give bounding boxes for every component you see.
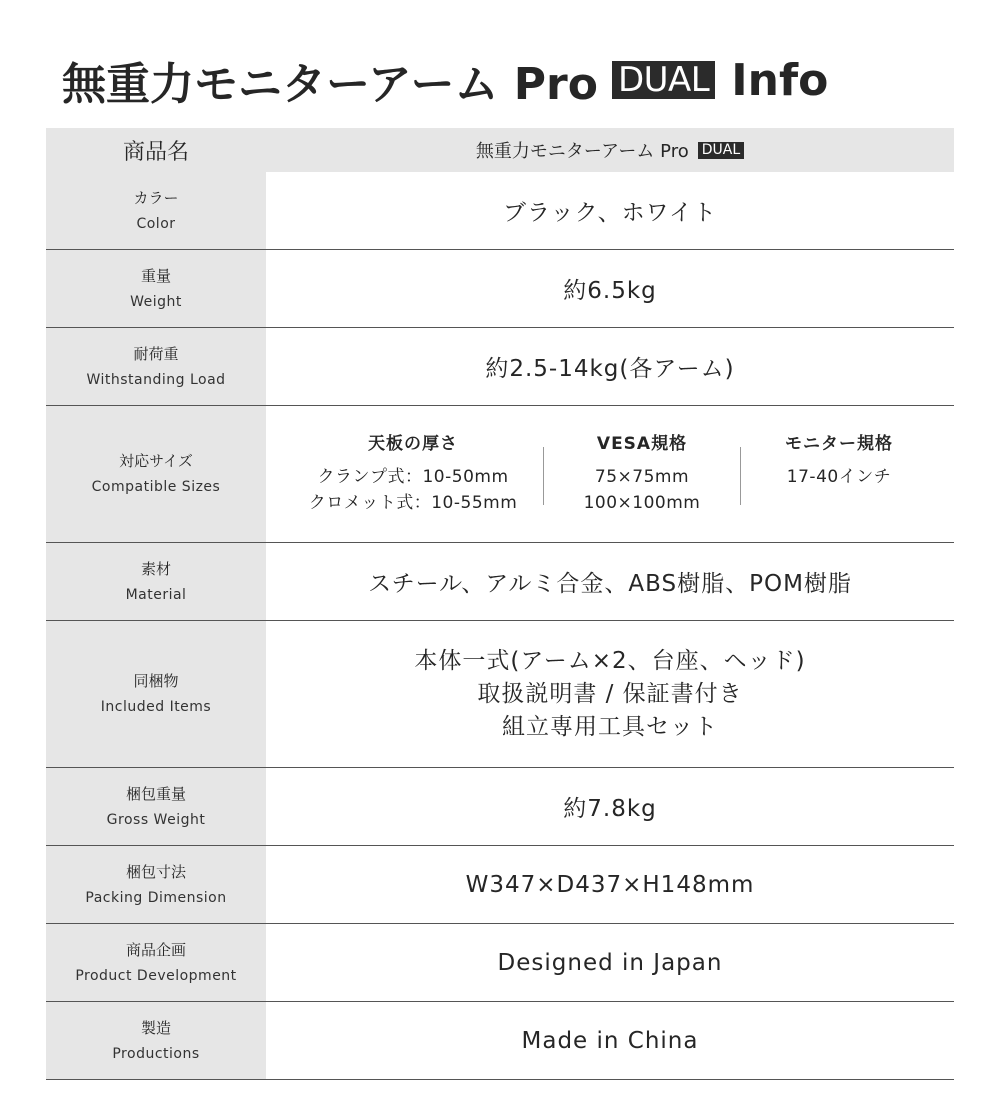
title-main: 無重力モニターアーム Pro [62,59,598,110]
label-en: Included Items [100,699,212,715]
row-label [46,1002,266,1079]
row-value: ブラック、ホワイト [503,200,717,226]
row-value: 約2.5-14kg(各アーム) [485,356,735,382]
label-en: Productions [112,1045,200,1062]
included-line: 取扱説明書 / 保証書付き [477,680,743,707]
label-jp: 対応サイズ [119,452,193,470]
row-label [46,621,266,767]
included-line: 本体一式(アーム×2、台座、ヘッド) [414,647,806,674]
label-jp: 製造 [140,1018,171,1037]
label-en: Gross Weight [106,811,206,828]
row-value [266,406,954,542]
size-col-line: 17-40インチ [786,466,892,487]
row-value [266,621,954,767]
row-value: 約7.8kg [563,796,657,822]
spec-row-sizes [46,406,954,543]
row-label [46,406,266,542]
product-name-value [266,137,954,163]
label-en: Packing Dimension [85,889,227,906]
size-col-vesa [544,433,740,516]
row-label [46,768,266,845]
sizes-columns [266,433,954,516]
row-label [46,846,266,923]
spec-table [46,128,954,1080]
label-en: Color [136,215,176,232]
label-en: Material [125,586,187,603]
row-value: Designed in Japan [497,949,723,976]
row-label [46,328,266,405]
spec-row-weight [46,250,954,328]
spec-row-development [46,924,954,1002]
spec-row-color [46,172,954,250]
size-col-thickness [283,433,543,516]
title-badge: DUAL [612,61,715,99]
spec-row-material [46,543,954,621]
size-col-line: 100×100mm [583,492,701,513]
row-label [46,543,266,620]
title-suffix: Info [731,54,829,106]
row-label [46,172,266,249]
label-jp: 同梱物 [133,672,179,690]
label-en: Withstanding Load [86,371,226,388]
spec-row-packing [46,846,954,924]
label-en: Compatible Sizes [91,479,221,495]
label-jp: カラー [133,188,179,207]
spec-row-production [46,1002,954,1080]
page-title [62,50,828,110]
product-name-badge: DUAL [698,142,744,159]
label-jp: 商品企画 [125,940,186,959]
row-label [46,924,266,1001]
label-jp: 素材 [140,559,171,578]
row-label [46,250,266,327]
label-en: Weight [130,293,182,310]
label-jp: 重量 [140,266,171,285]
size-col-line: クランプ式：10-50mm [317,466,509,487]
included-line: 組立専用工具セット [502,713,718,740]
size-col-monitor [741,433,937,490]
row-value: Made in China [521,1027,699,1054]
spec-row-included [46,621,954,768]
size-col-heading: モニター規格 [785,433,893,454]
label-jp: 梱包重量 [125,784,186,803]
product-name-row [46,128,954,172]
size-col-heading: 天板の厚さ [368,433,458,454]
product-name-label: 商品名 [122,139,189,165]
row-value: スチール、アルミ合金、ABS樹脂、POM樹脂 [368,571,852,597]
label-en: Product Development [75,967,237,984]
label-jp: 耐荷重 [133,344,179,363]
row-value: 約6.5kg [563,278,657,304]
label-jp: 梱包寸法 [125,862,186,881]
spec-row-load [46,328,954,406]
size-col-line: クロメット式：10-55mm [308,492,518,513]
row-value: W347×D437×H148mm [465,871,755,898]
spec-row-gross-weight [46,768,954,846]
product-name-text: 無重力モニターアーム Pro [475,141,689,162]
size-col-line: 75×75mm [594,466,690,487]
size-col-heading: VESA規格 [596,433,688,454]
